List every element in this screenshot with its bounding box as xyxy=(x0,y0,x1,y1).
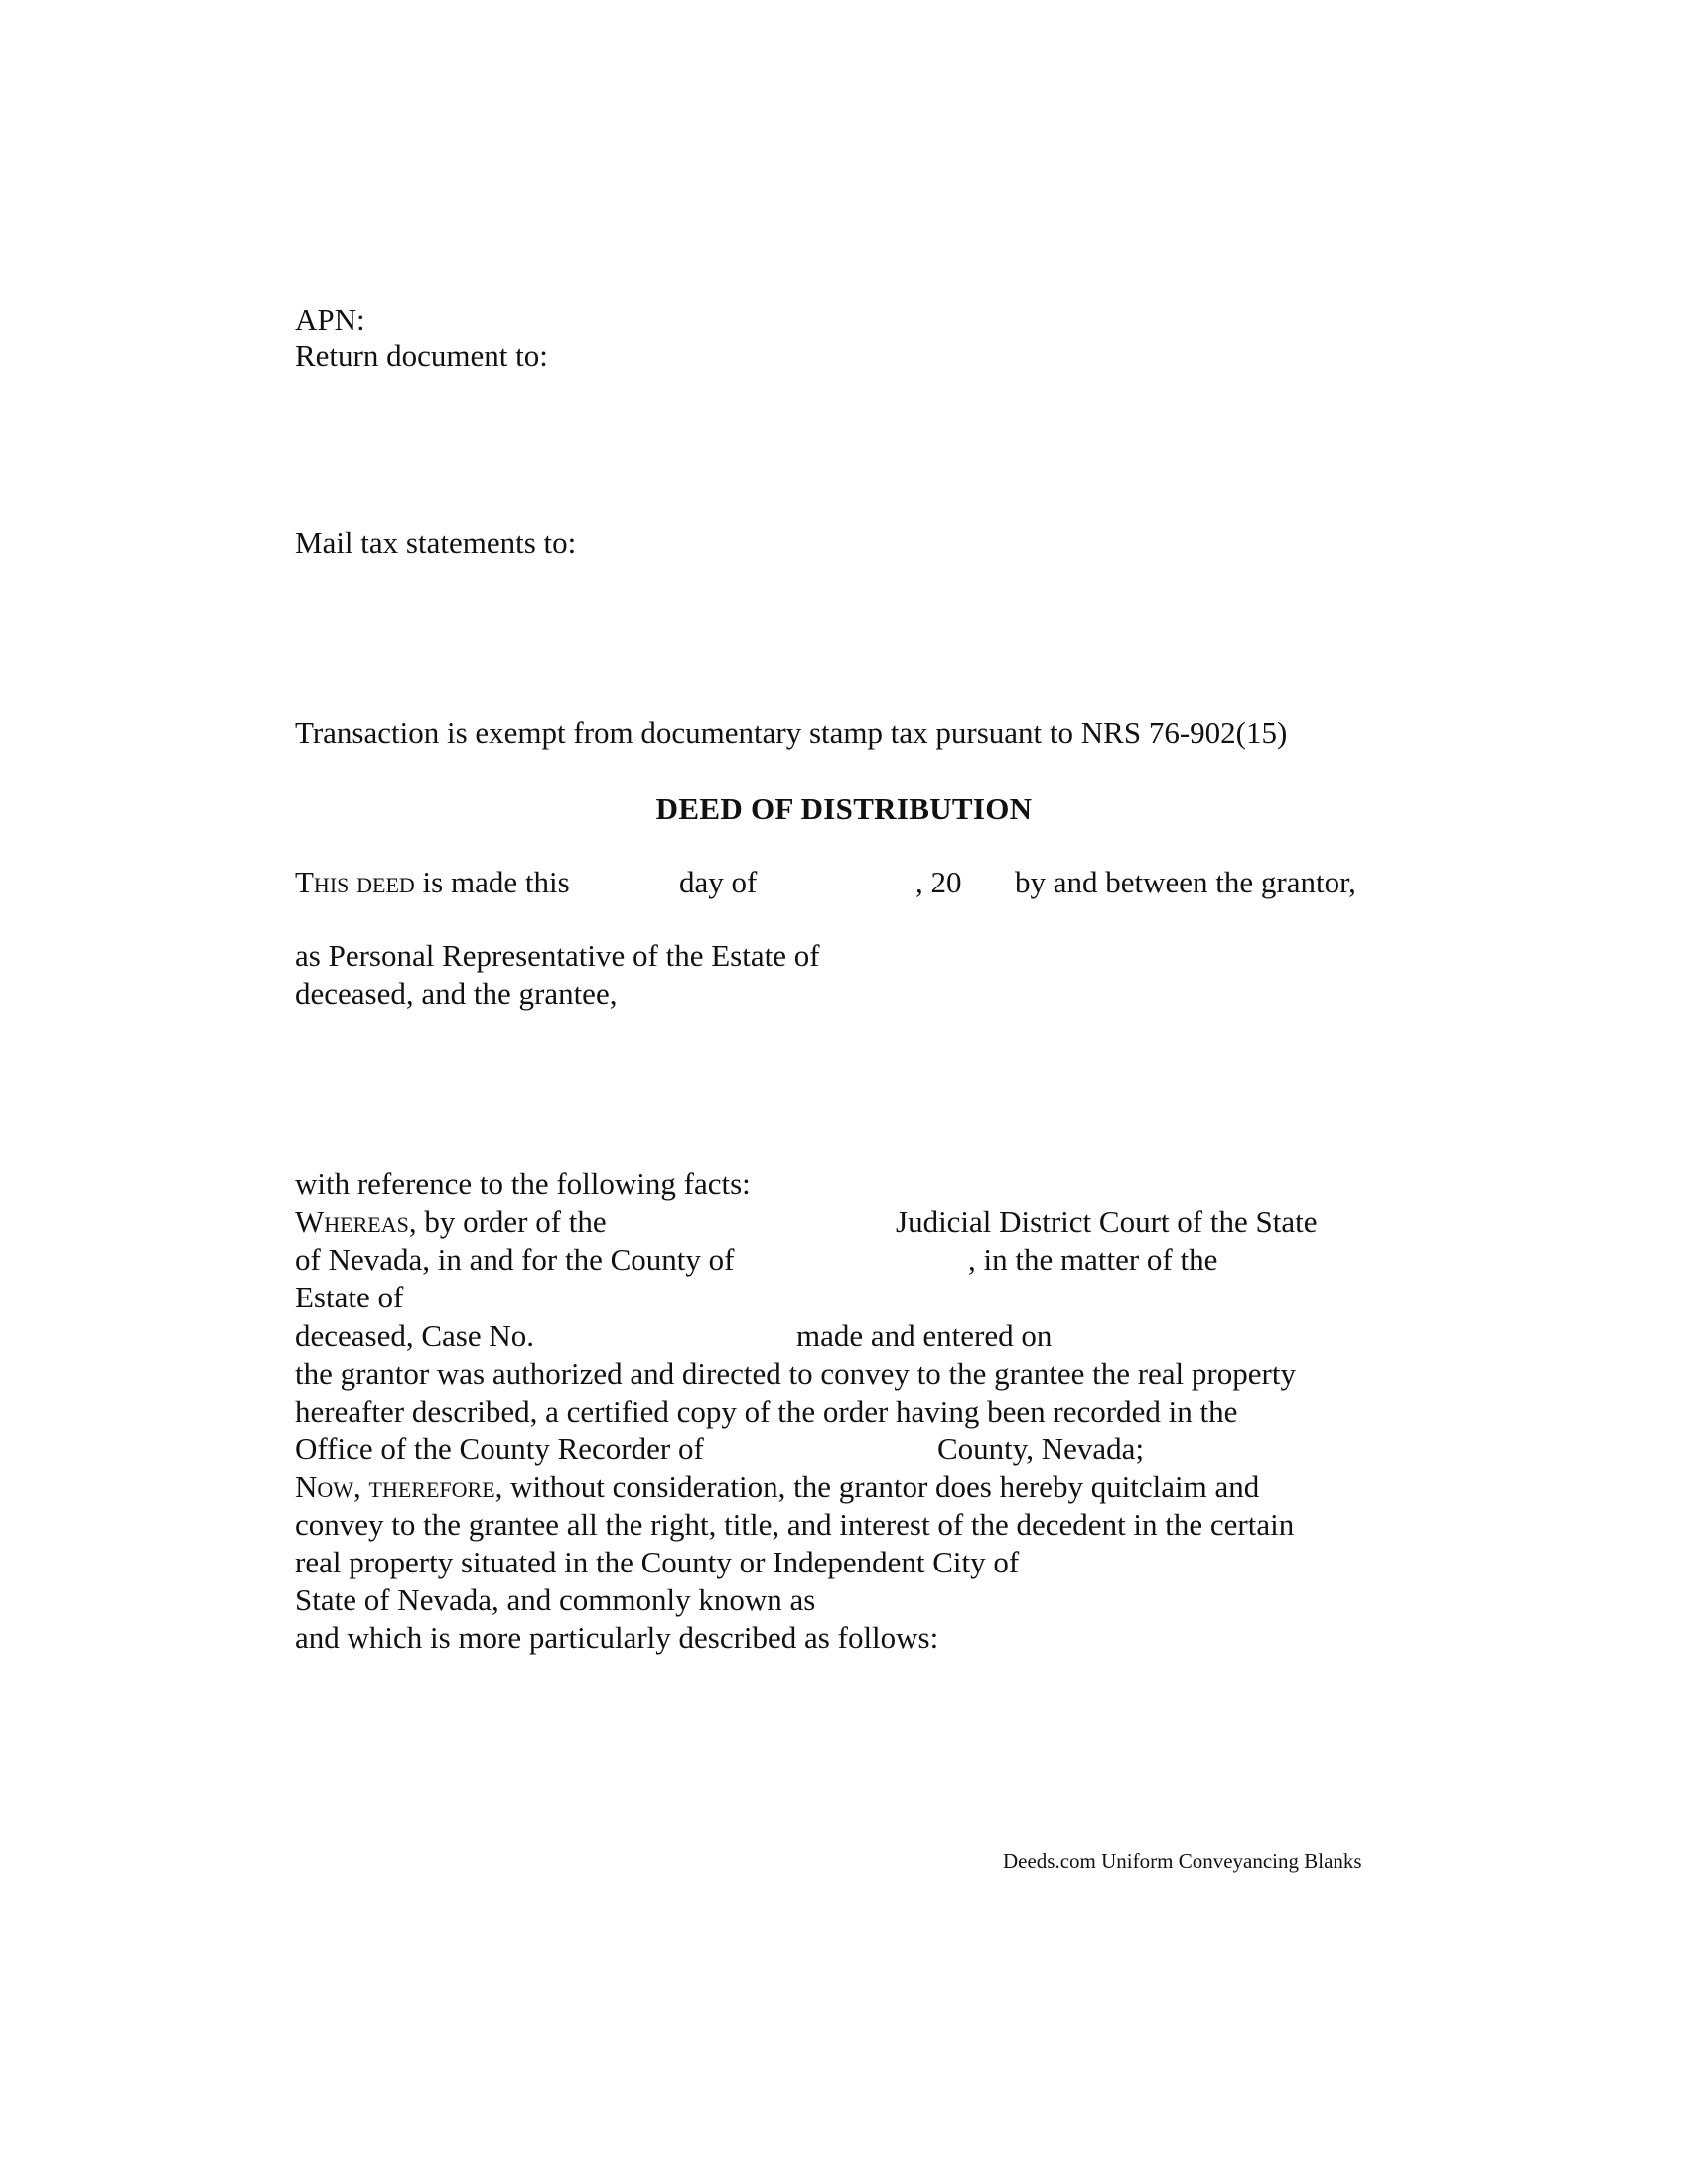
year-text: , 20 xyxy=(915,865,962,899)
mail-tax-label: Mail tax statements to: xyxy=(295,525,577,560)
deceased-grantee-line: deceased, and the grantee, xyxy=(295,976,618,1011)
document-title: DEED OF DISTRIBUTION xyxy=(655,791,1033,826)
day-of-text: day of xyxy=(679,865,758,899)
hereafter-line: hereafter described, a certified copy of the order having been recorded in the xyxy=(295,1394,1238,1429)
now-therefore-word: Now, therefore xyxy=(295,1469,495,1504)
apn-label: APN: xyxy=(295,302,365,337)
nevada-county-line: of Nevada, in and for the County of xyxy=(295,1242,735,1277)
real-property-line: real property situated in the County or Independent City of xyxy=(295,1545,1020,1579)
county-nevada-text: County, Nevada; xyxy=(937,1432,1145,1466)
reference-line: with reference to the following facts: xyxy=(295,1166,751,1201)
judicial-district-text: Judicial District Court of the State xyxy=(896,1204,1318,1239)
described-line: and which is more particularly described as follows: xyxy=(295,1620,939,1655)
whereas-rest: , by order of the xyxy=(408,1204,607,1239)
personal-representative-line: as Personal Representative of the Estate of xyxy=(295,938,820,973)
whereas-word: Whereas xyxy=(295,1204,409,1239)
between-text: by and between the grantor, xyxy=(1015,865,1356,899)
matter-text: , in the matter of the xyxy=(968,1242,1218,1277)
exemption-statement: Transaction is exempt from documentary stamp tax pursuant to NRS 76-902(15) xyxy=(295,715,1288,750)
authorized-line: the grantor was authorized and directed to convey to the grantee the real property xyxy=(295,1356,1296,1391)
now-therefore-rest: , without consideration, the grantor does hereby quitclaim and xyxy=(494,1469,1260,1504)
opening-line xyxy=(295,864,570,901)
entered-on-text: made and entered on xyxy=(796,1318,1053,1353)
county-recorder-line: Office of the County Recorder of xyxy=(295,1432,704,1466)
return-document-label: Return document to: xyxy=(295,339,548,373)
estate-of-line: Estate of xyxy=(295,1280,404,1314)
convey-line: convey to the grantee all the right, title, and interest of the decedent in the certain xyxy=(295,1507,1295,1542)
state-nevada-line: State of Nevada, and commonly known as xyxy=(295,1582,816,1617)
now-therefore-line xyxy=(295,1468,1259,1506)
whereas-line xyxy=(295,1203,607,1241)
case-no-line: deceased, Case No. xyxy=(295,1318,535,1353)
made-this-text: is made this xyxy=(422,865,570,899)
this-deed-text: This deed xyxy=(295,865,415,899)
footer-credit: Deeds.com Uniform Conveyancing Blanks xyxy=(1003,1849,1362,1873)
